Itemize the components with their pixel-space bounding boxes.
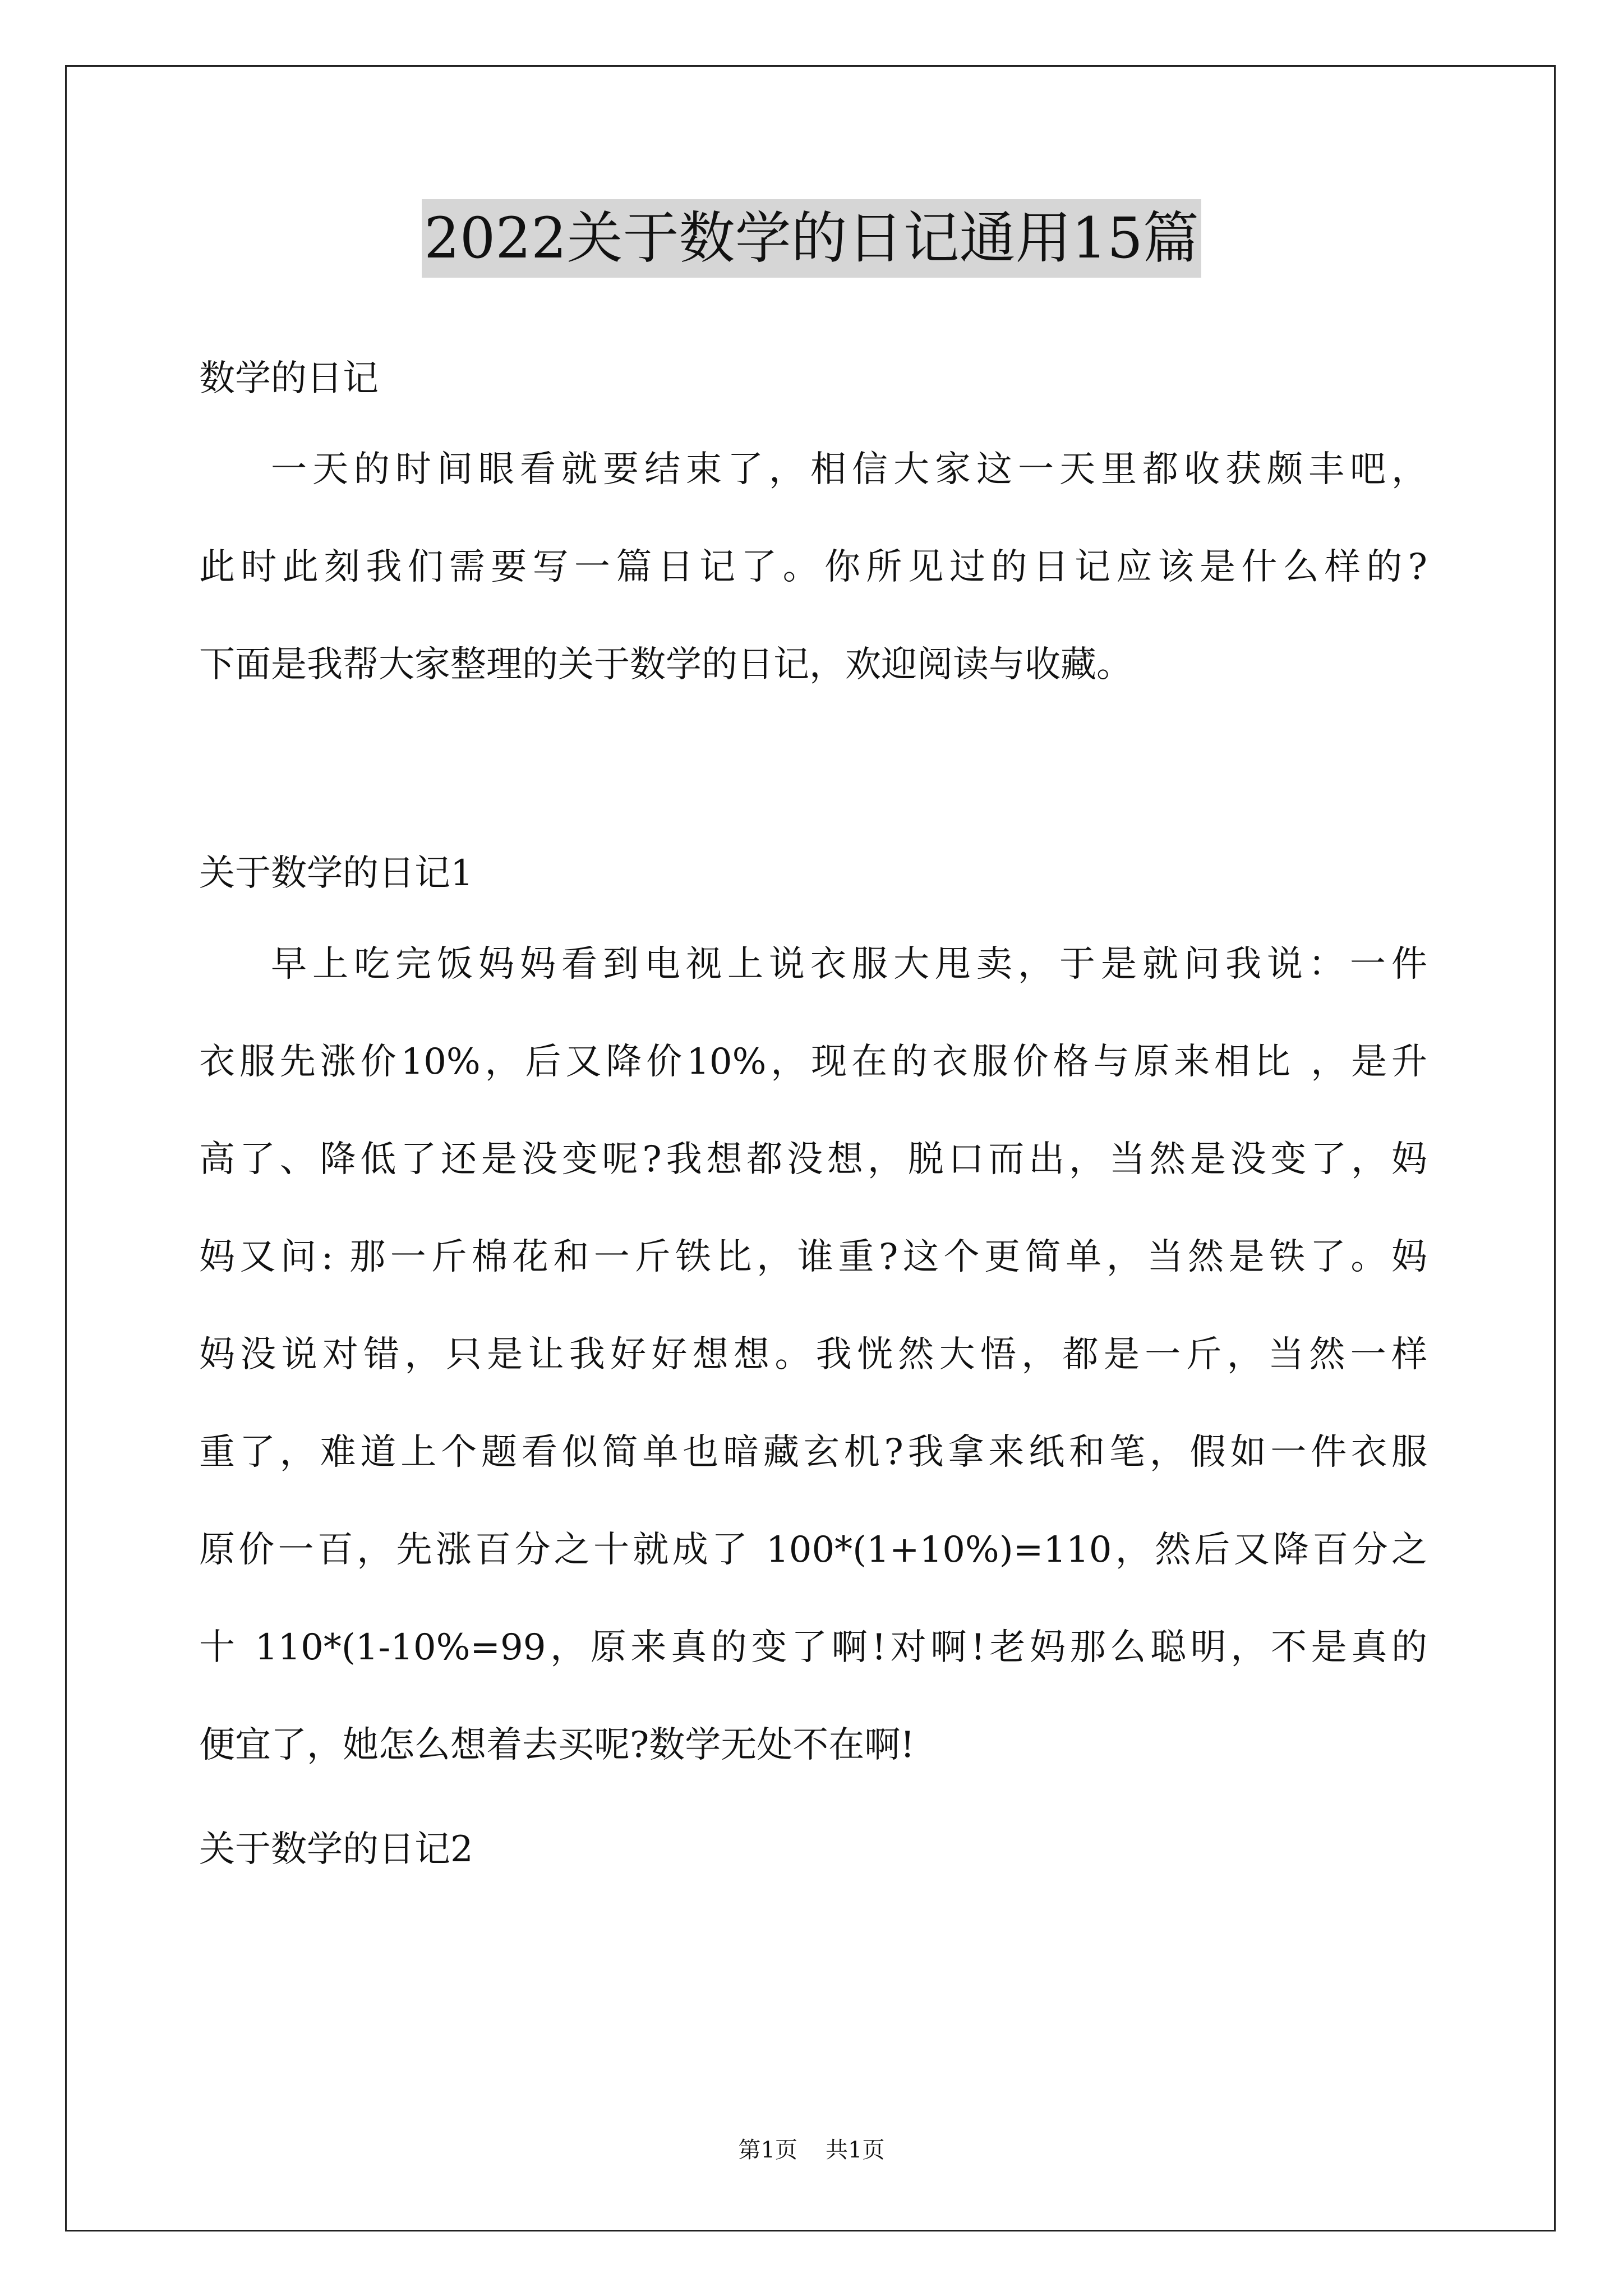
paragraph-line: 早上吃完饭妈妈看到电视上说衣服大甩卖，于是就问我说：一件 [271, 944, 1427, 985]
paragraph-line: 下面是我帮大家整理的关于数学的日记，欢迎阅读与收藏。 [199, 644, 1132, 685]
paragraph-line: 重了，难道上个题看似简单也暗藏玄机?我拿来纸和笔，假如一件衣服 [199, 1432, 1427, 1473]
section-heading-diary-2: 关于数学的日记2 [199, 1829, 473, 1870]
paragraph-line: 此时此刻我们需要写一篇日记了。你所见过的日记应该是什么样的? [199, 546, 1427, 588]
section-heading-diary-1: 关于数学的日记1 [199, 853, 473, 894]
section-spacer [199, 1794, 1427, 1807]
section-heading-intro: 数学的日记 [199, 358, 379, 399]
page-footer [0, 2134, 1623, 2166]
paragraph-line: 妈没说对错，只是让我好好想想。我恍然大悟，都是一斤，当然一样 [199, 1334, 1427, 1375]
document-title: 2022关于数学的日记通用15篇 [422, 199, 1201, 278]
paragraph-line: 原价一百，先涨百分之十就成了 100*(1+10%)=110，然后又降百分之 [199, 1529, 1427, 1571]
section-spacer [199, 714, 1427, 831]
paragraph-line: 高了、降低了还是没变呢?我想都没想，脱口而出，当然是没变了，妈 [199, 1139, 1427, 1180]
title-wrap [0, 199, 1623, 278]
paragraph-line: 一天的时间眼看就要结束了，相信大家这一天里都收获颇丰吧， [271, 449, 1427, 490]
document-body [199, 337, 1427, 1892]
paragraph-line: 妈又问: 那一斤棉花和一斤铁比，谁重?这个更简单，当然是铁了。妈 [199, 1236, 1427, 1278]
paragraph-line: 衣服先涨价10%，后又降价10%，现在的衣服价格与原来相比 ，是升 [199, 1041, 1427, 1083]
paragraph-line: 便宜了，她怎么想着去买呢?数学无处不在啊! [199, 1724, 915, 1766]
page-total: 共1页 [826, 2137, 885, 2163]
paragraph-line: 十 110*(1-10%=99，原来真的变了啊!对啊!老妈那么聪明，不是真的 [199, 1627, 1427, 1668]
page-number: 第1页 [738, 2137, 797, 2163]
